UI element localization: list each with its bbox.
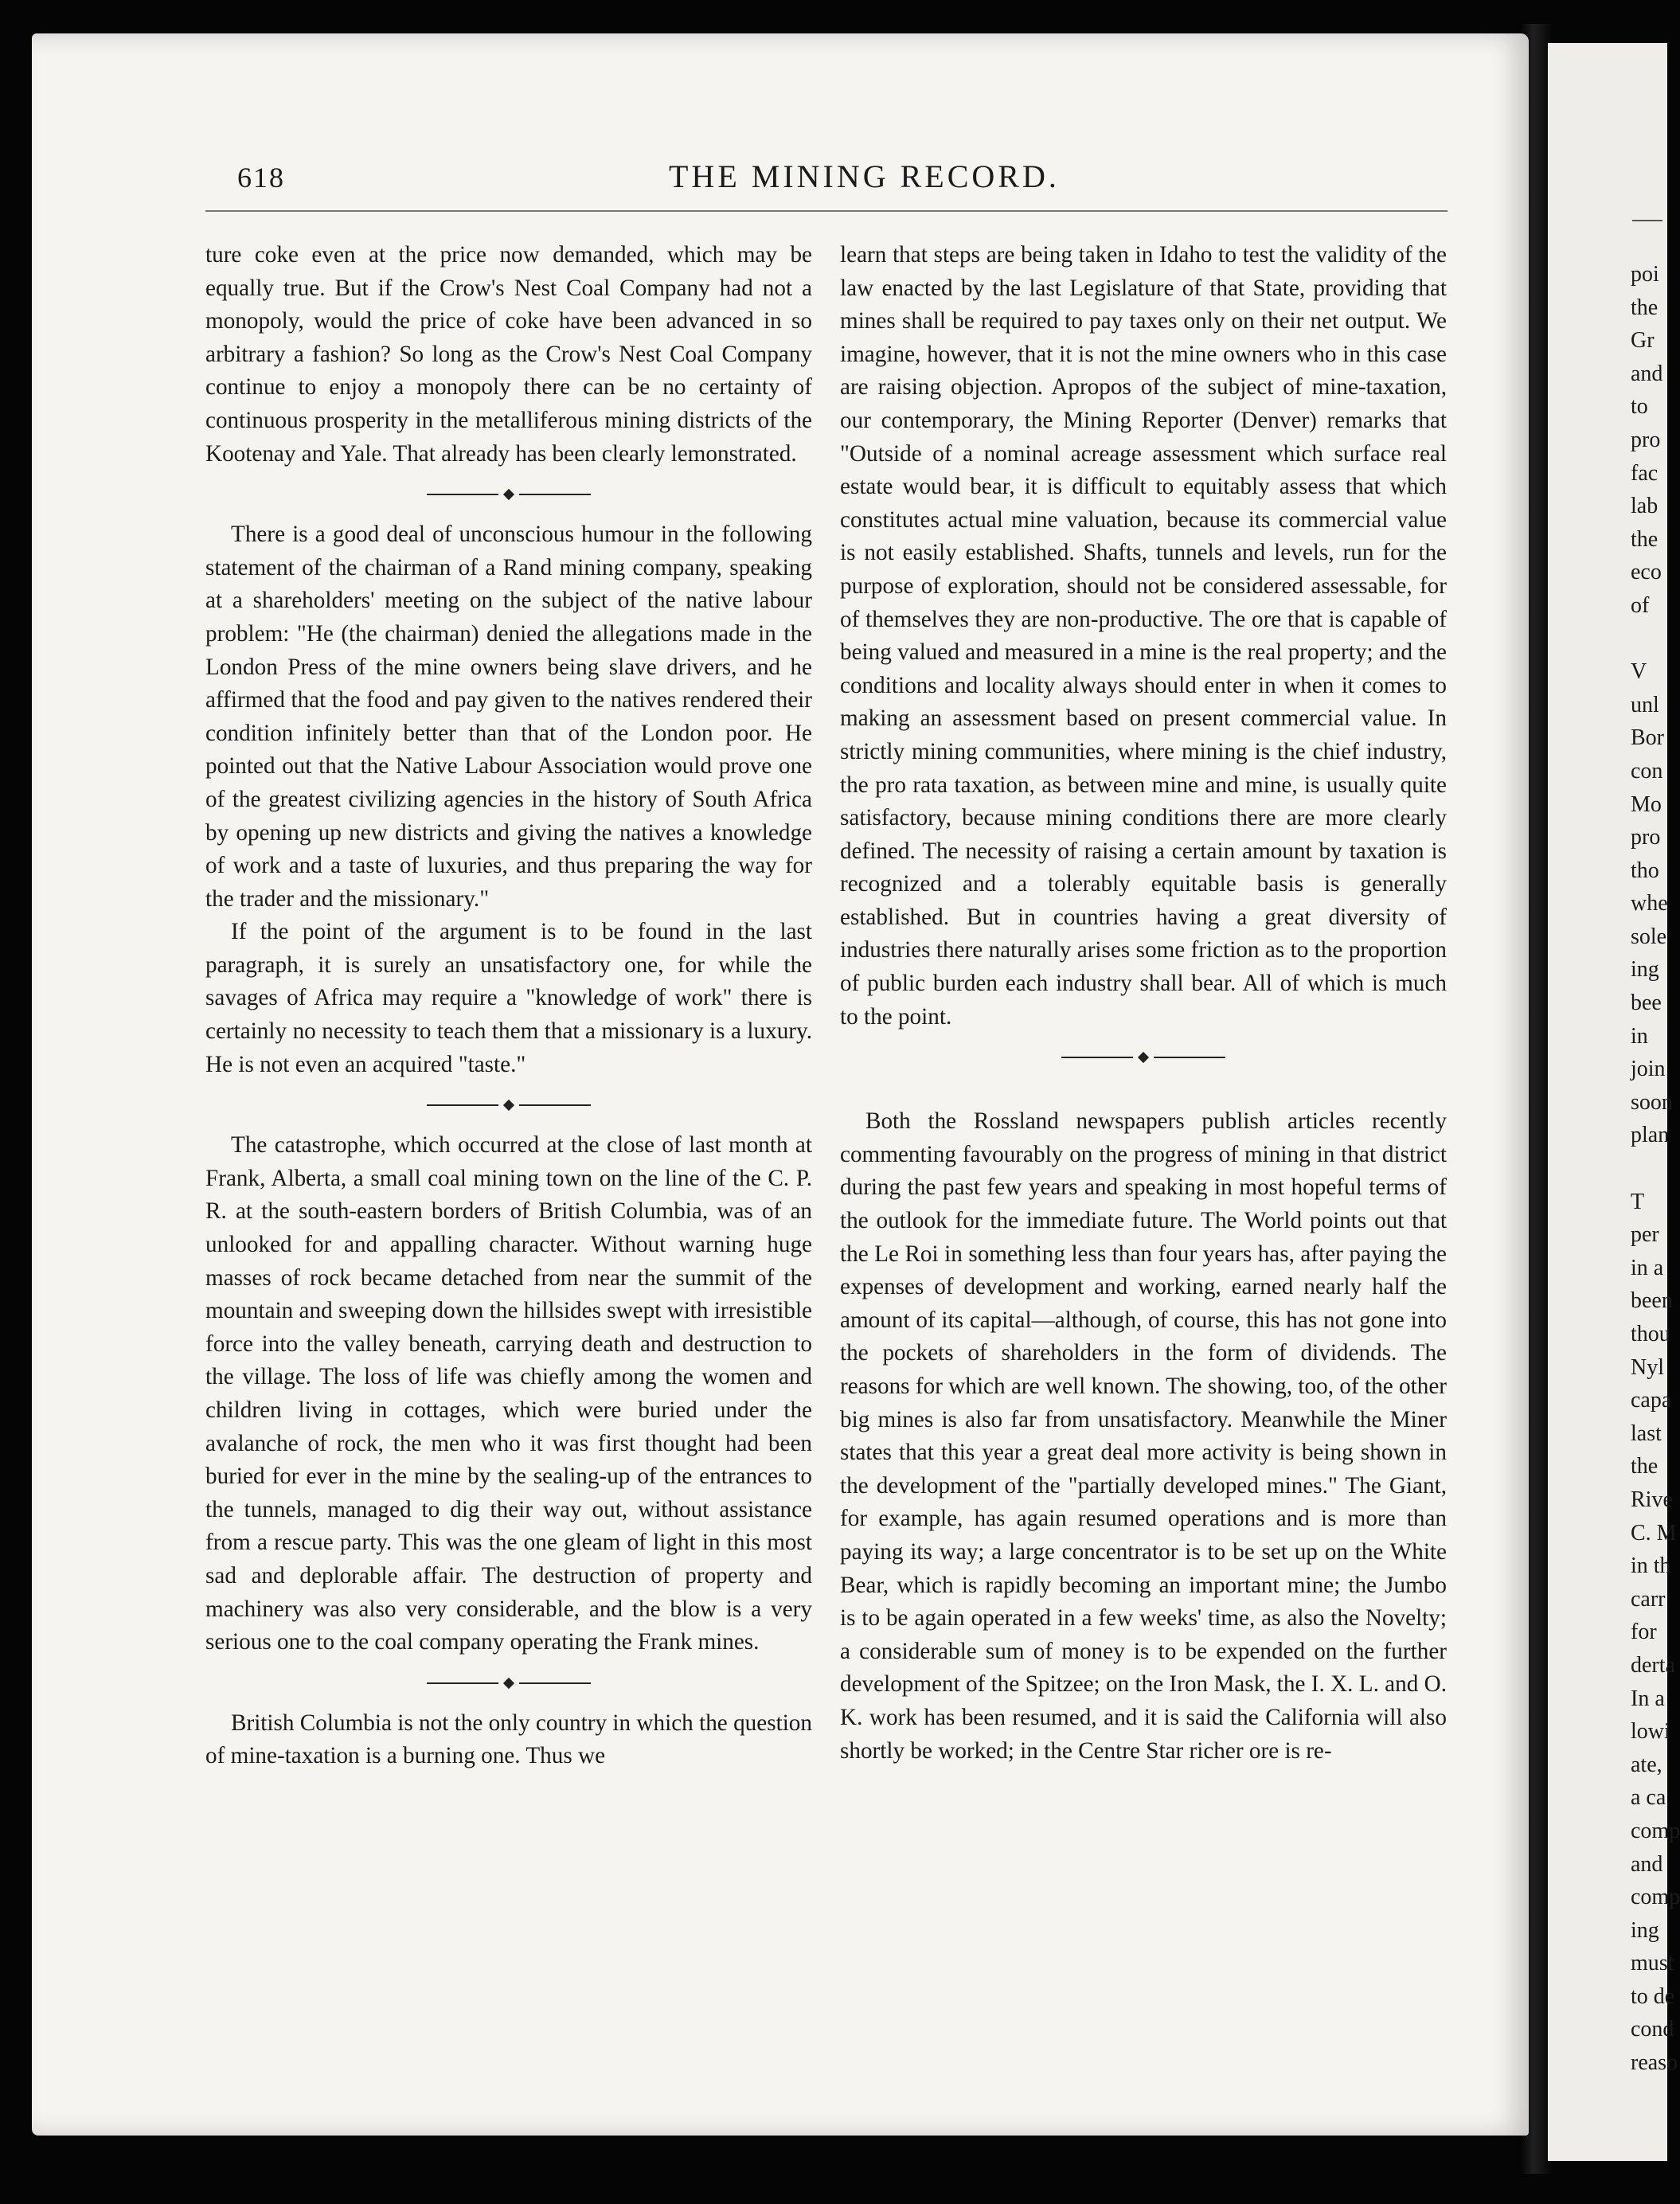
facing-page-fragment: and: [1631, 1851, 1663, 1877]
facing-page-fragment: whe: [1631, 891, 1668, 916]
facing-page-fragment: soon: [1631, 1089, 1673, 1115]
facing-page-fragment: in a: [1631, 1255, 1664, 1280]
section-separator: [205, 471, 812, 518]
facing-page-fragment: [1631, 1152, 1662, 1186]
facing-page-fragment: and: [1631, 361, 1663, 386]
diamond-ornament-icon: [503, 489, 514, 500]
facing-page-fragment: Nyl: [1631, 1354, 1664, 1380]
facing-page-fragment: reaso: [1631, 2050, 1678, 2076]
paragraph-rossland: Both the Rossland newspapers publish articles recently commenting favourably on the progress of mining in that district during the past few years and speaking in most hopeful terms of the outlook for the immediate future. The World points out that the Le Roi in something less than four years has, after paying the expenses of development and working, earned nearly half the amount of its capital—although, of course, this has not gone into the pockets of shareholders in the form of dividends. The reasons for which are well known. The showing, too, of the other big mines is also far from unsatisfactory. Meanwhile the Miner states that this year a great deal more activity is being shown in the development of the "partially developed mines." The Giant, for example, has again resumed operations and is more than paying its way; a large concentrator is to be set up on the White Bear, which is rapidly becoming an important mine; the Jumbo is to be again operated in a few weeks' time, as also the Novelty; a considerable sum of money is to be expended on the further development of the Spitzee; on the Iron Mask, the I. X. L. and O. K. work has been resumed, and it is said the California will also shortly be worked; in the Centre Star richer ore is re-: [840, 1108, 1447, 1764]
facing-page-fragment: the: [1631, 1454, 1659, 1479]
facing-page-fragment: of: [1631, 592, 1650, 618]
facing-page-fragment: con: [1631, 758, 1663, 784]
facing-page-fragment: must: [1631, 1951, 1674, 1976]
facing-page-fragment: capa: [1631, 1388, 1672, 1413]
facing-page-fragment: the: [1631, 526, 1659, 552]
facing-page-fragment: In a: [1631, 1686, 1665, 1711]
facing-page-fragment: sole: [1631, 924, 1667, 949]
facing-page-fragment: last: [1631, 1420, 1662, 1446]
section-separator: [840, 1034, 1447, 1081]
facing-page-fragment: Rive: [1631, 1487, 1673, 1512]
facing-page-fragment: a ca: [1631, 1785, 1666, 1811]
paragraph-mine-taxation: British Columbia is not the only country in which the question of mine-taxation is a burning one. Thus we: [205, 1710, 812, 1769]
facing-page-fragment: comp: [1631, 1818, 1680, 1843]
right-column: [840, 239, 1447, 1768]
facing-page-fragment: Bor: [1631, 725, 1664, 751]
facing-page-fragment: ing: [1631, 957, 1659, 983]
facing-page-fragment: bee: [1631, 991, 1662, 1016]
facing-page-fragment: carr: [1631, 1586, 1666, 1612]
left-column: [205, 239, 812, 1773]
facing-page-fragment: plan: [1631, 1123, 1670, 1148]
paragraph-native-labour: There is a good deal of unconscious humour in the following statement of the chairman of a Rand mining company, speaking at a shareholders' meeting on the subject of the native labour problem: "He (the chairman) denied the allegations made in the London Press of the mine owners being slave drivers, and he affirmed that the food and pay given to the natives rendered their condition infinitely better than that of the London poor. He pointed out that the Native Labour Association would prove one of the greatest civilizing agencies in the history of South Africa by opening up new districts and giving the natives a knowledge of work and a taste of luxuries, and thus preparing the way for the trader and the missionary.": [205, 522, 812, 912]
facing-page-fragment: eco: [1631, 560, 1662, 585]
facing-page-fragment: unl: [1631, 692, 1659, 717]
facing-page-text: [1631, 258, 1680, 2080]
facing-page-fragment: pro: [1631, 825, 1661, 850]
facing-page-fragment: in: [1631, 1023, 1648, 1049]
facing-page-fragment: derta: [1631, 1652, 1675, 1678]
page-number: 618: [237, 162, 285, 193]
running-title: THE MINING RECORD.: [669, 158, 1060, 194]
facing-page-fragment: lowi: [1631, 1719, 1670, 1745]
paragraph-idaho-taxation: learn that steps are being taken in Idaho to test the validity of the law enacted by the last Legislature of that State, providing that mines shall be required to pay taxes only on their net output. We imagine, however, that it is not the mine owners who in this case are raising objection. Apropos of the subject of mine-taxation, our contemporary, the Mining Reporter (Denver) remarks that "Outside of a nominal acreage assessment which surface real estate would bear, it is difficult to equitably assess that which constitutes actual mine valuation, because its commercial value is not easily established. Shafts, tunnels and levels, run for the purpose of exploration, should not be considered assessable, for of themselves they are non-productive. The ore that is capable of being valued and measured in a mine is the real property; and the conditions and locality always should enter in when it comes to making an assessment based on present commercial value. In strictly mining communities, where mining is the chief industry, the pro rata taxation, as between mine and mine, is usually quite satisfactory, because mining conditions there are more clearly defined. The necessity of raising a certain amount by taxation is recognized and a tolerably equitable basis is generally established. But in countries having a great diversity of industries there naturally arises some friction as to the proportion of public burden each industry shall bear. All of which is much to the point.: [840, 242, 1447, 1030]
diamond-ornament-icon: [503, 1678, 514, 1689]
section-separator: [205, 1659, 812, 1707]
facing-page-fragment: to de: [1631, 1983, 1675, 2009]
facing-page-fragment: thou: [1631, 1322, 1670, 1346]
facing-page-fragment: ate,: [1631, 1752, 1662, 1777]
facing-page-rule: [1632, 220, 1662, 221]
paragraph-argument: If the point of the argument is to be found in the last paragraph, it is surely an unsatisfactory one, for while the savages of Africa may require a "knowledge of work" there is certainly no necessity to teach them that a missionary is a luxury. He is not even an acquired "taste.": [205, 919, 812, 1077]
diamond-ornament-icon: [1138, 1052, 1149, 1063]
facing-page-fragment: lab: [1631, 494, 1659, 519]
facing-page-fragment: V: [1631, 659, 1647, 685]
section-separator: [205, 1081, 812, 1129]
facing-page-fragment: fac: [1631, 460, 1659, 486]
facing-page-fragment: comp: [1631, 1885, 1680, 1910]
facing-page-fragment: tho: [1631, 858, 1659, 883]
header-rule: [205, 210, 1448, 212]
facing-page-fragment: been: [1631, 1288, 1673, 1314]
facing-page-fragment: Gr: [1631, 328, 1655, 354]
facing-page-fragment: per: [1631, 1222, 1659, 1248]
facing-page-fragment: pro: [1631, 427, 1661, 452]
facing-page-fragment: poi: [1631, 262, 1659, 287]
facing-page-fragment: Mo: [1631, 791, 1662, 817]
facing-page-fragment: the: [1631, 295, 1659, 320]
facing-page-fragment: C. M: [1631, 1520, 1677, 1546]
facing-page-fragment: [1631, 623, 1662, 656]
diamond-ornament-icon: [503, 1100, 514, 1111]
facing-page-fragment: ing: [1631, 1917, 1659, 1943]
facing-page-fragment: for: [1631, 1620, 1657, 1645]
facing-page-fragment: T: [1631, 1189, 1645, 1214]
facing-page-fragment: to: [1631, 394, 1648, 420]
facing-page-fragment: join: [1631, 1057, 1666, 1082]
facing-page-fragment: in th: [1631, 1553, 1671, 1579]
paragraph-coke-monopoly: ture coke even at the price now demanded, which may be equally true. But if the Crow's Nest Coal Company had not a monopoly, would the price of coke have been advanced in so arbitrary a fashion? So long as the Crow's Nest Coal Company continue to enjoy a monopoly there can be no certainty of continuous prosperity in the metalliferous mining districts of the Kootenay and Yale. That already has been clearly lemonstrated.: [205, 242, 812, 467]
facing-page-fragment: cond: [1631, 2017, 1674, 2042]
paragraph-frank-catastrophe: The catastrophe, which occurred at the close of last month at Frank, Alberta, a small coal mining town on the line of the C. P. R. at the south-eastern borders of British Columbia, was of an unlooked for and appalling character. Without warning huge masses of rock became detached from near the summit of the mountain and sweeping down the hillsides swept with irresistible force into the valley beneath, carrying death and destruction to the village. The loss of life was chiefly among the women and children living in cottages, which were buried under the avalanche of rock, the men who it was first thought had been buried for ever in the mine by the sealing-up of the entrances to the tunnels, managed to dig their way out, without assistance from a rescue party. This was the one gleam of light in this most sad and deplorable affair. The destruction of property and machinery was also very considerable, and the blow is a very serious one to the coal company operating the Frank mines.: [205, 1132, 813, 1655]
